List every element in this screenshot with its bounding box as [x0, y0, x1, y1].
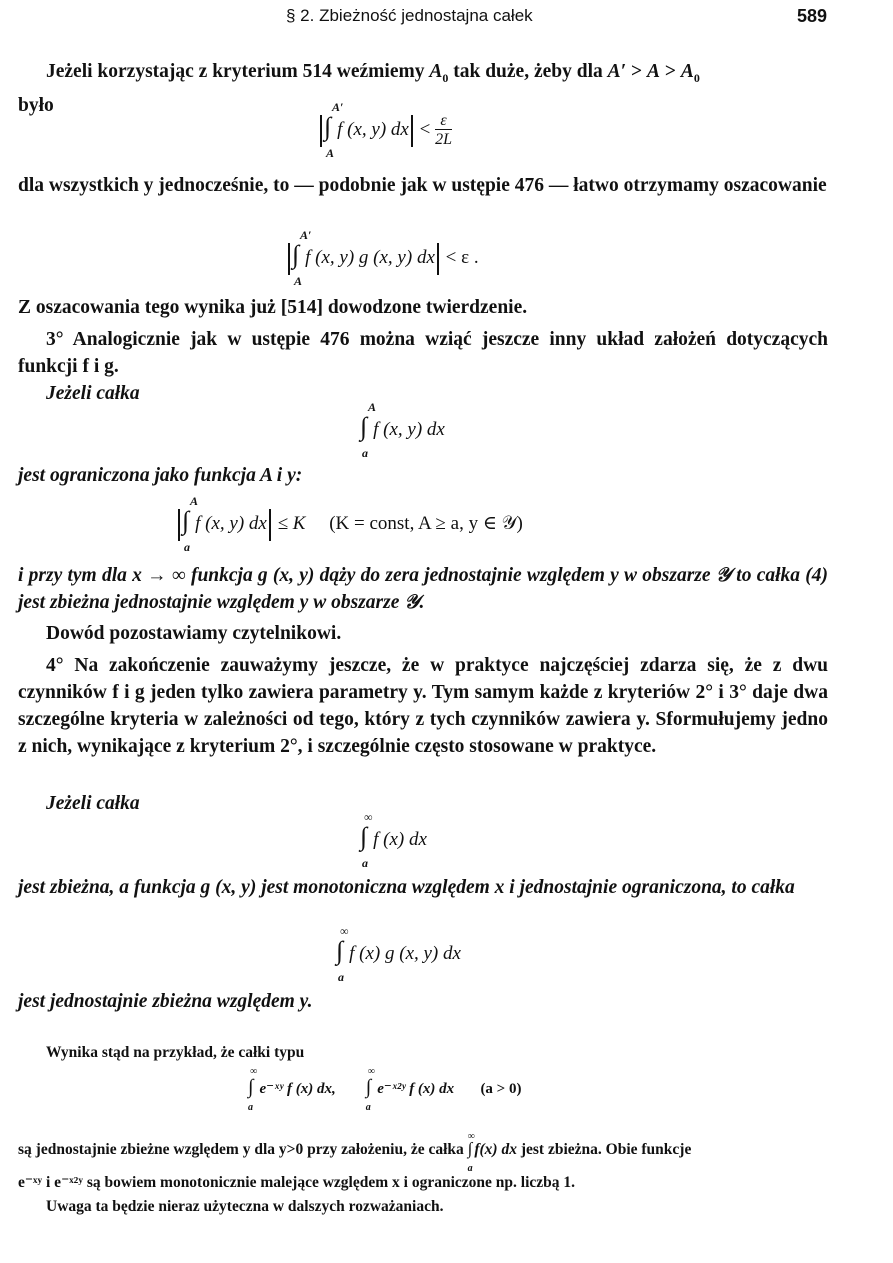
equation-6: ∫ ∞ a f (x) g (x, y) dx: [336, 924, 461, 984]
small-paragraph-4: Uwaga ta będzie nieraz użyteczna w dalszych rozważaniach.: [46, 1198, 444, 1215]
equation-4: ∫ A a f (x, y) dx ≤ K (K = const, A ≥ a, y ∈ 𝒴): [176, 506, 523, 541]
section-title: § 2. Zbieżność jednostajna całek: [286, 6, 533, 25]
paragraph-12: jest jednostajnie zbieżna względem y.: [18, 991, 313, 1012]
small-paragraph-3: e⁻ˣʸ i e⁻ˣ²ʸ są bowiem monotonicznie malejące względem x i ograniczone np. liczbą 1.: [18, 1174, 576, 1191]
paragraph-4: 3° Analogicznie jak w ustępie 476 można wziąć jeszcze inny układ założeń dotyczących funkcji f i g.: [18, 329, 828, 377]
equation-3: ∫ A a f (x, y) dx: [360, 400, 445, 460]
paragraph-9: 4° Na zakończenie zauważymy jeszcze, że w praktyce najczęściej zdarza się, że z dwu czynników f i g jeden tylko zawiera parametry y. Tym samym każde z kryteriów 2° i 3° daje dwa szczególne kryteria w zależności od tego, który z tych czynników zawiera y. Sformułujemy jedno z nich, wynikające z kryterium 2°, i szczególnie często stosowane w praktyce.: [18, 655, 828, 757]
paragraph-6: jest ograniczona jako funkcja A i y:: [18, 465, 303, 486]
page-header: [0, 6, 893, 30]
paragraph-10: Jeżeli całka: [46, 793, 140, 814]
equation-7: ∫ ∞ a e⁻ˣʸ f (x) dx, ∫ ∞ a e⁻ˣ²ʸ f (x) dx (a > 0): [248, 1066, 522, 1113]
paragraph-1: Jeżeli korzystając z kryterium 514 weźmiemy $A_0$ tak duże, żeby dla $A' > A > A_0$ było: [18, 61, 700, 116]
small-paragraph-2: są jednostajnie zbieżne względem y dla y>0 przy założeniu, że całka ∫ ∞ a f(x) dx jest zbieżna. Obie funkcje: [18, 1131, 692, 1174]
paragraph-7: i przy tym dla x → ∞ funkcja g (x, y) dąży do zera jednostajnie względem y w obszarze 𝒴 to całka (4) jest zbieżna jednostajnie względem y w obszarze 𝒴.: [18, 565, 828, 613]
paragraph-2: dla wszystkich y jednocześnie, to — podobnie jak w ustępie 476 — łatwo otrzymamy oszacowanie: [18, 175, 827, 196]
paragraph-11: jest zbieżna, a funkcja g (x, y) jest monotoniczna względem x i jednostajnie ograniczona, to całka: [18, 877, 795, 898]
paragraph-5: Jeżeli całka: [46, 383, 140, 404]
paragraph-8: Dowód pozostawiamy czytelnikowi.: [46, 623, 342, 644]
equation-2: ∫ A′ A f (x, y) g (x, y) dx < ε .: [286, 240, 479, 275]
equation-5: ∫ ∞ a f (x) dx: [360, 810, 427, 870]
equation-1: ∫ A′ A f (x, y) dx < $\frac{\varepsilon}{2L}$: [318, 112, 452, 148]
page-number: 589: [796, 6, 827, 26]
small-paragraph-1: Wynika stąd na przykład, że całki typu: [46, 1044, 305, 1061]
paragraph-3: Z oszacowania tego wynika już [514] dowodzone twierdzenie.: [18, 297, 528, 318]
